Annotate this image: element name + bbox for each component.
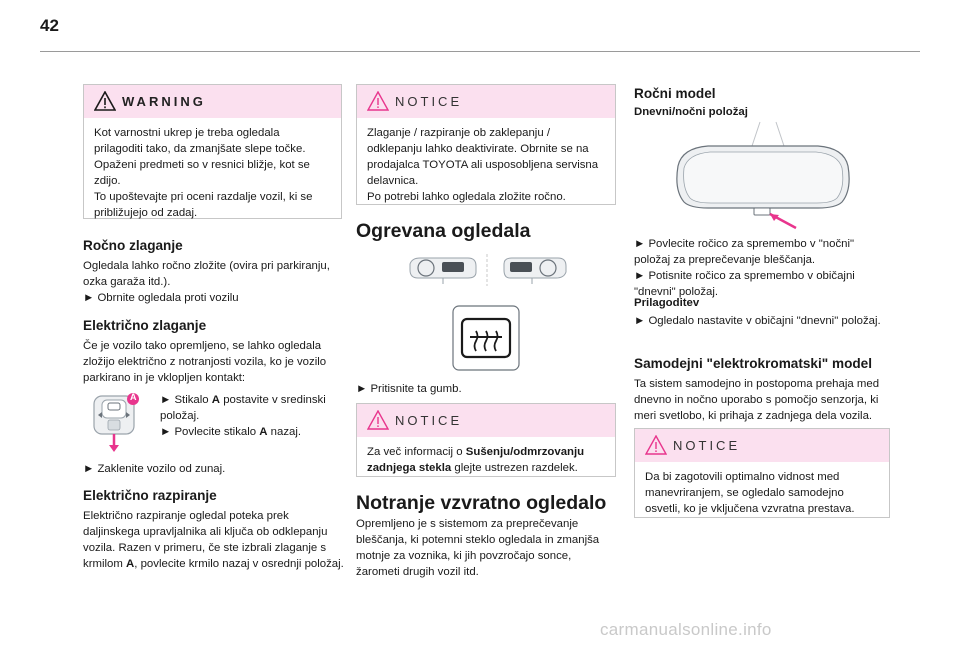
header-divider	[40, 51, 920, 52]
heading-rocni-model: Ročni model	[634, 86, 716, 101]
notice-icon	[645, 435, 667, 455]
page-number: 42	[40, 16, 59, 35]
notice-header-2	[357, 404, 615, 437]
heading-ogrevana-ogledala: Ogrevana ogledala	[356, 220, 531, 242]
notice-text-1: Zlaganje / razpiranje ob zaklepanju / odklepanju lahko deaktivirate. Obrnite se na prodajalca TOYOTA ali usposobljena servisna delavnica. Po potrebi lahko ogledala zložite ročno.	[367, 127, 599, 203]
heading-rocno-zlaganje: Ročno zlaganje	[83, 238, 183, 253]
samodejni-text: Ta sistem samodejno in postopoma prehaja med dnevno in nočno uporabo s pomočjo senzorja, ki meri svetlobo, ki prihaja z zadnjega dela vozila.	[634, 378, 880, 422]
warning-title: WARNING	[122, 94, 206, 109]
rocno-step: ► Obrnite ogledala proti vozilu	[83, 292, 239, 304]
watermark: carmanualsonline.info	[600, 620, 772, 639]
heading-notranje-ogledalo: Notranje vzvratno ogledalo	[356, 492, 607, 514]
warning-icon	[94, 91, 116, 111]
rocni-step2: ► Potisnite ročico za spremembo v običajni "dnevni" položaj.	[634, 270, 855, 298]
warning-text: Kot varnostni ukrep je treba ogledala prilagoditi tako, da zmanjšate slepe točke. Opaženi predmeti so v resnici bližje, kot se zdijo. To upoštevajte pri oceni razdalje vozil, ki se približujejo od zadaj.	[94, 127, 313, 219]
elektricno-step3: ► Zaklenite vozilo od zunaj.	[83, 463, 226, 475]
notice-title-2: NOTICE	[395, 413, 463, 428]
notice-header-3	[635, 429, 889, 462]
elektricno-step2: ► Povlecite stikalo A nazaj.	[160, 426, 302, 438]
notice-text-2: Za več informacij o Sušenju/odmrzovanju zadnjega stekla glejte ustrezen razdelek.	[367, 446, 585, 474]
elektricno-text: Če je vozilo tako opremljeno, se lahko ogledala zložijo električno z notranjosti vozila, ko je vozilo parkirano in je vklopljen kontakt:	[83, 340, 327, 384]
razpiranje-text: Električno razpiranje ogledal poteka prek daljinskega upravljalnika ali ključa ob odklepanju vozila. Razen v primeru, če ste izbrali zlaganje s krmilom A, povlecite krmilo nazaj v osrednji položaj.	[83, 510, 344, 570]
warning-box	[83, 84, 342, 219]
rocni-step1: ► Povlecite ročico za spremembo v "nočni" položaj za preprečevanje bleščanja.	[634, 238, 855, 266]
switch-label-a: A	[130, 392, 137, 402]
notice-box-2	[356, 403, 616, 477]
heading-elektricno-zlaganje: Električno zlaganje	[83, 318, 207, 333]
notice-text-3: Da bi zagotovili optimalno vidnost med manevriranjem, se ogledalo samodejno osvetli, ko je vključena vzvratna prestava.	[645, 471, 855, 515]
notice-title-1: NOTICE	[395, 94, 463, 109]
notice-box-1	[356, 84, 616, 205]
warning-header	[84, 85, 341, 118]
rear-defog-button-icon	[452, 305, 520, 371]
notice-icon	[367, 91, 389, 111]
subheading-prilagoditev: Prilagoditev	[634, 297, 700, 309]
heading-elektricno-razpiranje: Električno razpiranje	[83, 488, 217, 503]
notice-title-3: NOTICE	[673, 438, 741, 453]
notice-box-3	[634, 428, 890, 518]
mirror-switch-illustration	[90, 390, 145, 455]
rocno-text: Ogledala lahko ročno zložite (ovira pri parkiranju, ozka garaža itd.).	[83, 260, 330, 288]
notranje-text: Opremljeno je s sistemom za preprečevanje bleščanja, ki potemni steklo ogledala in zmanjša motnje za voznika, ki jih povzročajo sonce, žarometi drugih vozil itd.	[356, 518, 600, 578]
subheading-dnevni-nocni: Dnevni/nočni položaj	[634, 106, 748, 118]
rocni-step3: ► Ogledalo nastavite v običajni "dnevni" položaj.	[634, 315, 881, 327]
notice-icon	[367, 410, 389, 430]
notice-header-1	[357, 85, 615, 118]
ogrevana-step: ► Pritisnite ta gumb.	[356, 383, 462, 395]
rearview-mirror-illustration	[668, 120, 858, 232]
elektricno-step1: ► Stikalo A postavite v sredinski položaj.	[160, 394, 326, 422]
heated-mirrors-illustration	[408, 252, 568, 288]
heading-samodejni-model: Samodejni "elektrokromatski" model	[634, 356, 873, 371]
